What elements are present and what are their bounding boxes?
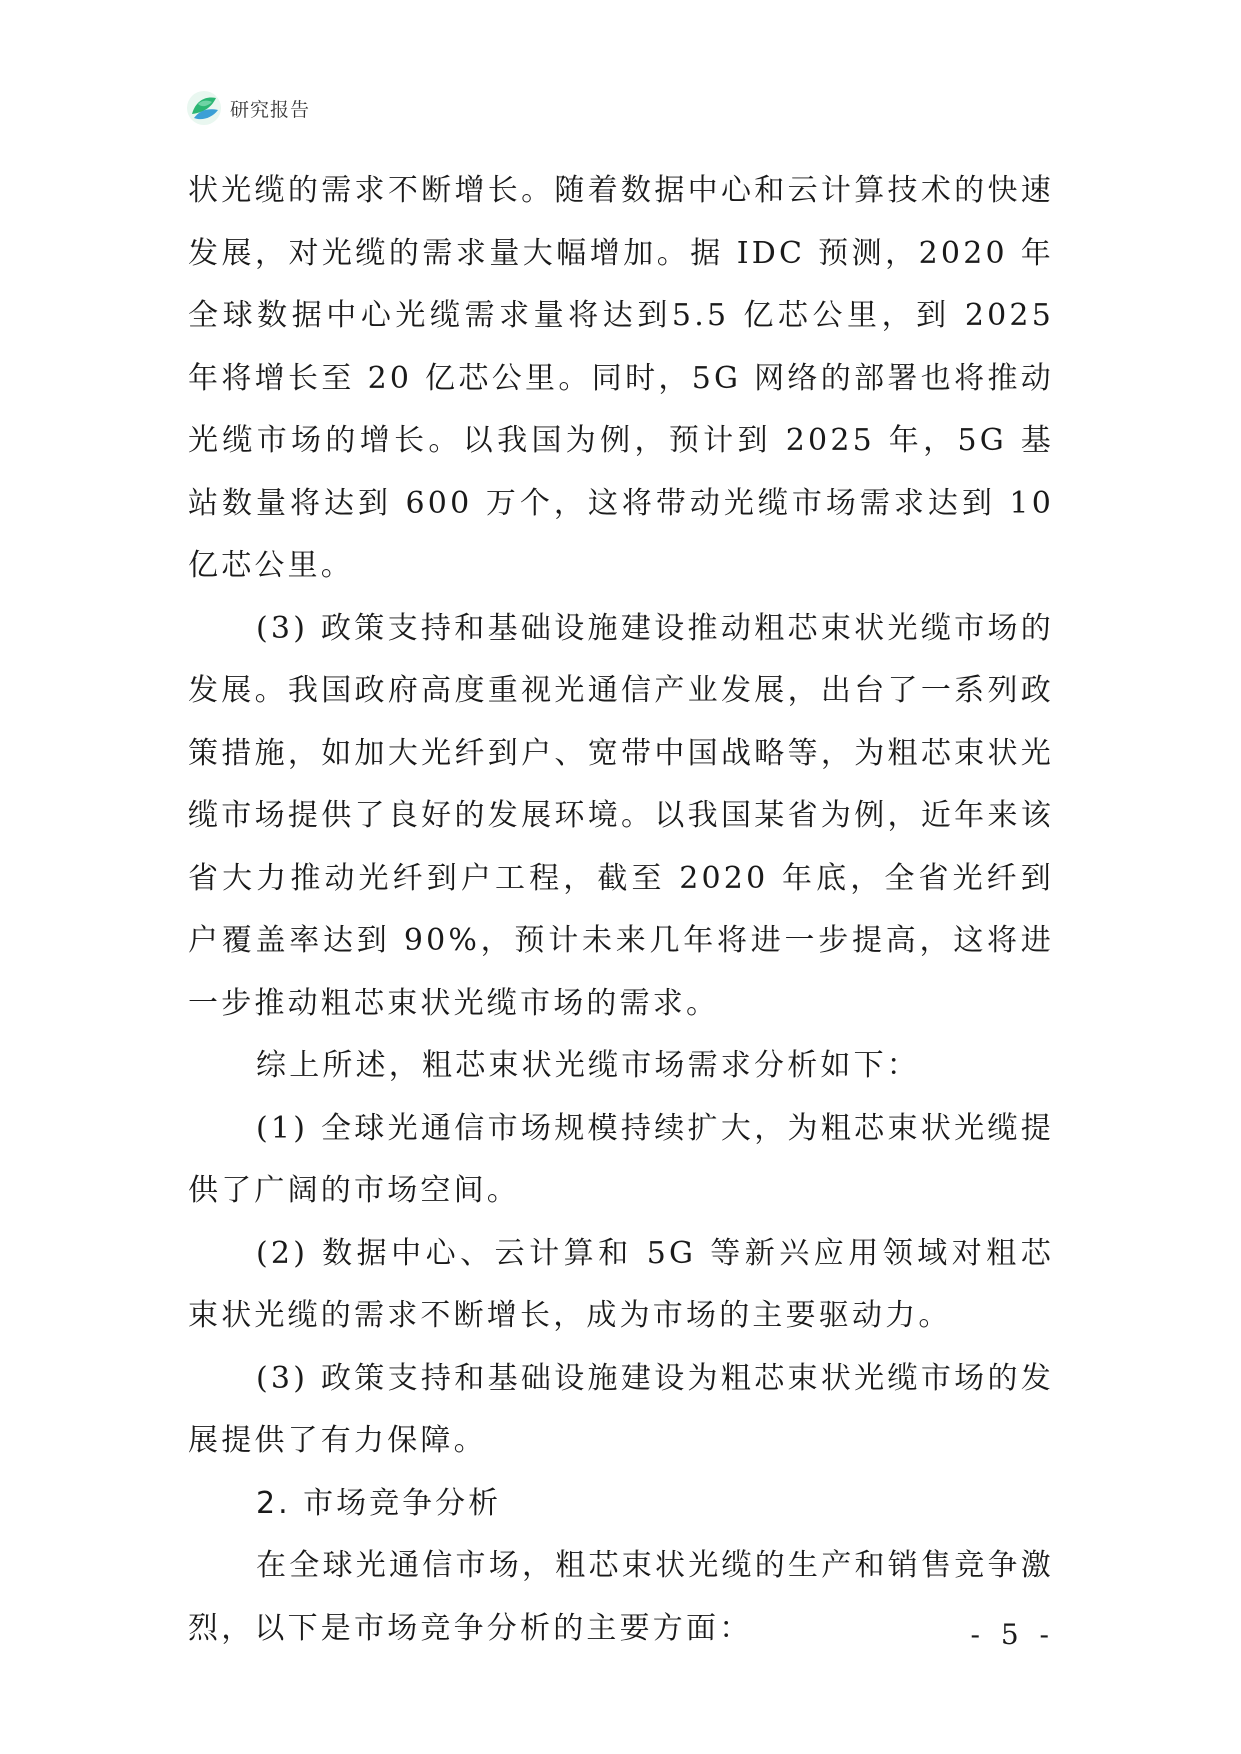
section-heading: 2. 市场竞争分析: [256, 1485, 502, 1521]
leaf-logo-icon: [186, 90, 222, 126]
paragraph-5: (2) 数据中心、云计算和 5G 等新兴应用领域对粗芯束状光缆的需求不断增长，成为市场的主要驱动力。: [188, 1235, 1054, 1333]
paragraph-6: (3) 政策支持和基础设施建设为粗芯束状光缆市场的发展提供了有力保障。: [188, 1360, 1054, 1458]
page-header: [186, 88, 310, 128]
paragraph-2: (3) 政策支持和基础设施建设推动粗芯束状光缆市场的发展。我国政府高度重视光通信产业发展，出台了一系列政策措施，如加大光纤到户、宽带中国战略等，为粗芯束状光缆市场提供了良好的发展环境。以我国某省为例，近年来该省大力推动光纤到户工程，截至 2020 年底，全省光纤到户覆盖率达到 90%，预计未来几年将进一步提高，这将进一步推动粗芯束状光缆市场的需求。: [188, 610, 1054, 1021]
document-body: [188, 160, 1054, 1660]
page-number: - 5 -: [970, 1618, 1055, 1651]
section-paragraph-1: 在全球光通信市场，粗芯束状光缆的生产和销售竞争激烈，以下是市场竞争分析的主要方面：: [188, 1548, 1054, 1646]
paragraph-1: 状光缆的需求不断增长。随着数据中心和云计算技术的快速发展，对光缆的需求量大幅增加。据 IDC 预测，2020 年全球数据中心光缆需求量将达到5.5 亿芯公里，到 2025 年将增长至 20 亿芯公里。同时，5G 网络的部署也将推动光缆市场的增长。以我国为例，预计到 2025 年，5G 基站数量将达到 600 万个，这将带动光缆市场需求达到 10 亿芯公里。: [188, 173, 1054, 583]
paragraph-3: 综上所述，粗芯束状光缆市场需求分析如下：: [256, 1048, 920, 1083]
header-title: 研究报告: [230, 98, 311, 121]
paragraph-4: (1) 全球光通信市场规模持续扩大，为粗芯束状光缆提供了广阔的市场空间。: [188, 1110, 1054, 1208]
